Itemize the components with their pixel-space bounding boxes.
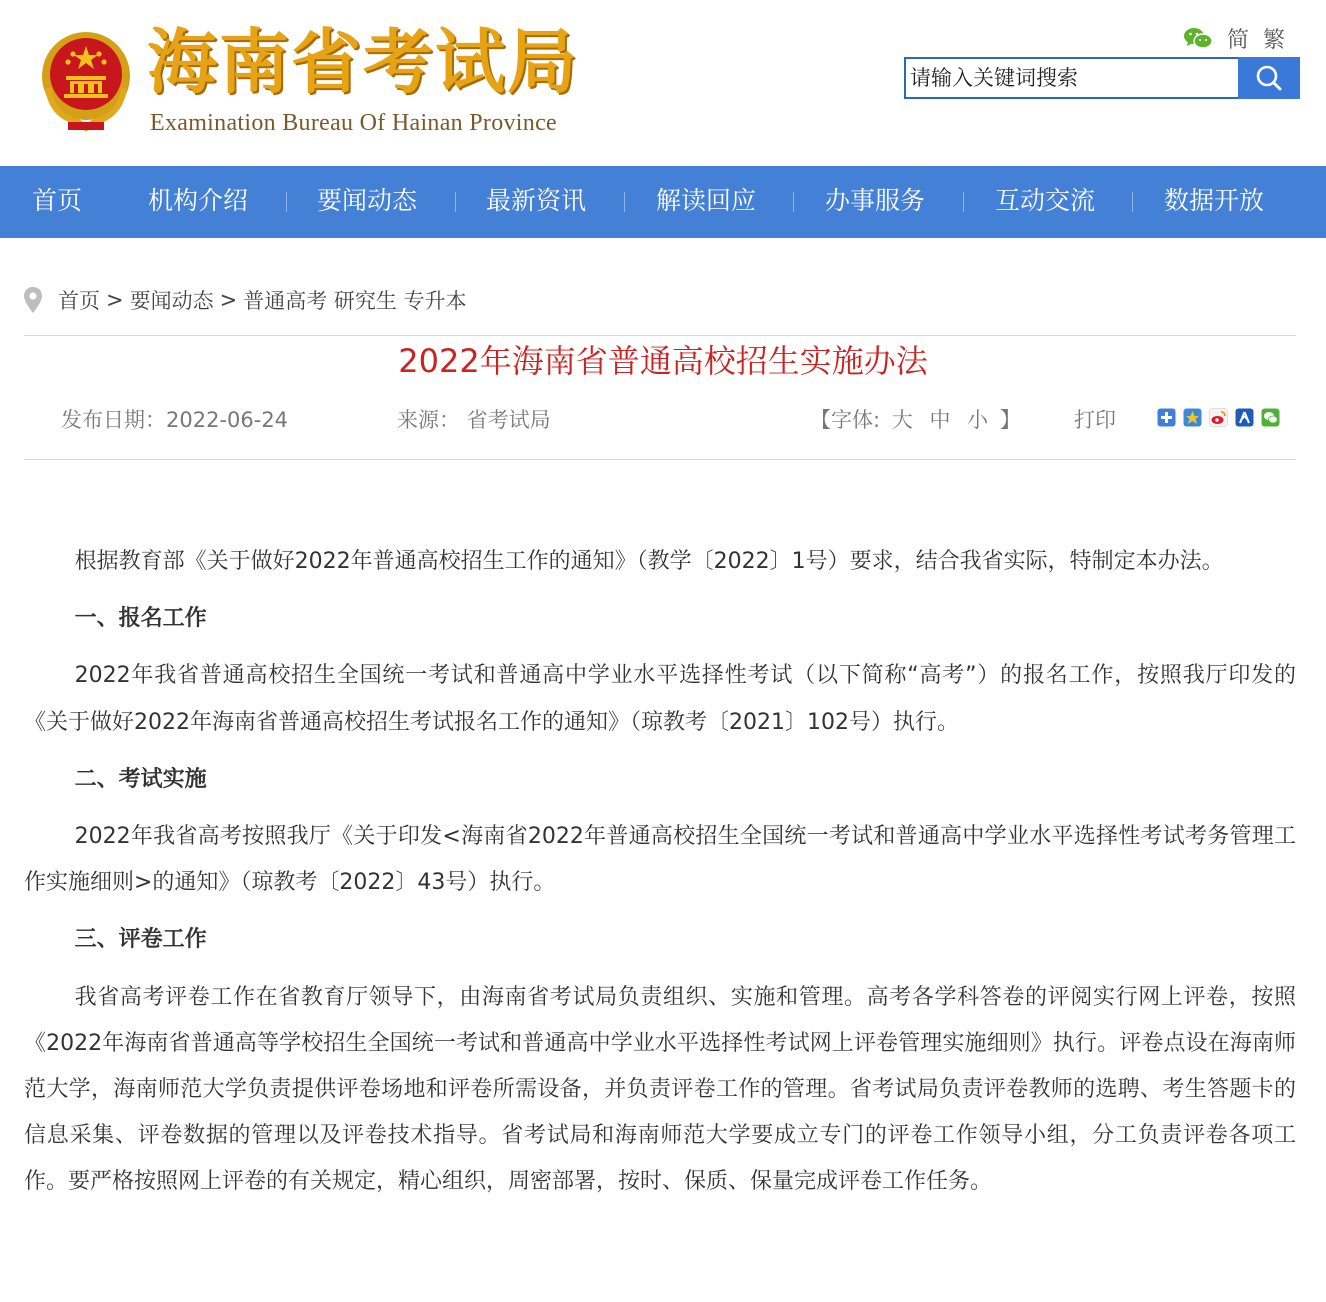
search-button[interactable] [1238,57,1300,99]
font-size-small-link[interactable]: 小 [967,408,989,432]
section-heading: 一、报名工作 [74,606,207,632]
nav-separator [793,192,794,212]
location-pin-icon [22,286,44,314]
section-heading: 二、考试实施 [74,766,207,792]
font-size-medium-link[interactable]: 中 [929,408,951,432]
search-input[interactable] [904,57,1238,99]
nav-item-open-data[interactable]: 数据开放 [1164,186,1265,215]
font-size-open: 【字体: [810,408,881,432]
nav-separator [963,192,964,212]
nav-item-about[interactable]: 机构介绍 [148,186,249,215]
article-body [24,539,1296,1217]
nav-separator [1132,192,1133,212]
print-link[interactable]: 打印 [1074,408,1116,432]
breadcrumb-separator: > [219,288,238,312]
nav-item-interaction[interactable]: 互动交流 [995,186,1096,215]
nav-item-services[interactable]: 办事服务 [825,186,926,215]
breadcrumb-home[interactable]: 首页 [58,289,100,313]
lang-simplified-link[interactable]: 简 [1227,27,1250,53]
site-header [0,0,1326,166]
search-icon [1254,63,1284,93]
breadcrumb-news[interactable]: 要闻动态 [129,289,214,313]
article-title: 2022年海南省普通高校招生实施办法 [398,342,928,380]
section-heading: 三、评卷工作 [74,927,207,953]
font-size-large-link[interactable]: 大 [891,408,913,432]
national-emblem-icon[interactable] [38,28,134,132]
breadcrumb [22,280,467,320]
share-weibo-icon[interactable] [1209,408,1228,427]
language-switch [1183,22,1285,54]
nav-separator [286,192,287,212]
share-renren-icon[interactable] [1235,408,1254,427]
article-paragraph: 2022年我省普通高校招生全国统一考试和普通高中学业水平选择性考试（以下简称“高考”）的报名工作，按照我厅印发的《关于做好2022年海南省普通高校招生考试报名工作的通知》（琼教考〔2021〕102号）执行。 [24,663,1296,735]
article-source: 来源： 省考试局 [397,408,551,432]
share-plus-icon[interactable] [1157,408,1176,427]
nav-item-latest[interactable]: 最新资讯 [486,186,587,215]
divider [24,459,1296,460]
share-wechat-icon[interactable] [1261,408,1280,427]
nav-item-home[interactable]: 首页 [32,186,83,215]
wechat-icon[interactable] [1183,26,1213,50]
font-size-close: 】 [999,408,1021,432]
main-nav [0,166,1326,238]
share-toolbar [1157,408,1280,427]
nav-item-news[interactable]: 要闻动态 [317,186,418,215]
nav-item-interpretation[interactable]: 解读回应 [656,186,757,215]
breadcrumb-current[interactable]: 普通高考 研究生 专升本 [243,289,467,313]
lang-traditional-link[interactable]: 繁 [1263,27,1286,53]
breadcrumb-separator: > [106,288,124,312]
article-paragraph: 根据教育部《关于做好2022年普通高校招生工作的通知》（教学〔2022〕1号）要求，结合我省实际，特制定本办法。 [74,549,1224,574]
nav-separator [624,192,625,212]
font-size-control [810,400,1021,440]
site-title[interactable]: 海南省考试局 [147,20,579,103]
publish-date: 发布日期：2022-06-24 [61,408,289,432]
article-paragraph: 2022年我省高考按照我厅《关于印发<海南省2022年普通高校招生全国统一考试和普通高中学业水平选择性考试考务管理工作实施细则>的通知》（琼教考〔2022〕43号）执行。 [24,824,1296,896]
article-paragraph: 我省高考评卷工作在省教育厅领导下，由海南省考试局负责组织、实施和管理。高考各学科答卷的评阅实行网上评卷，按照《2022年海南省普通高等学校招生全国统一考试和普通高中学业水平选择性考试网上评卷管理实施细则》执行。评卷点设在海南师范大学，海南师范大学负责提供评卷场地和评卷所需设备，并负责评卷工作的管理。省考试局负责评卷教师的选聘、考生答题卡的信息采集、评卷数据的管理以及评卷技术指导。省考试局和海南师范大学要成立专门的评卷工作领导小组，分工负责评卷各项工作。要严格按照网上评卷的有关规定，精心组织，周密部署，按时、保质、保量完成评卷工作任务。 [24,984,1296,1195]
search-box [904,57,1300,99]
site-subtitle: Examination Bureau Of Hainan Province [150,110,557,136]
nav-separator [455,192,456,212]
share-qzone-icon[interactable] [1183,408,1202,427]
